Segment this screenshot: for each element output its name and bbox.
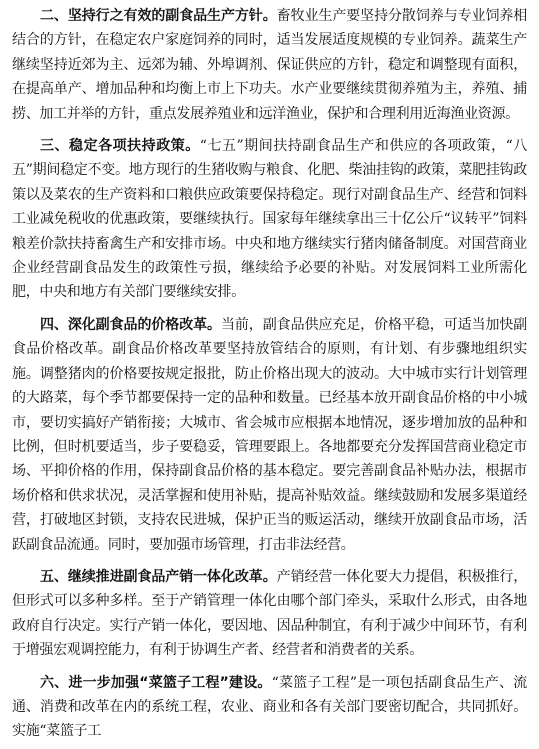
section-heading: 五、继续推进副食品产销一体化改革。 xyxy=(40,568,277,585)
section-heading: 三、稳定各项扶持政策。 xyxy=(40,138,200,155)
section-heading: 六、进一步加强“菜篮子工程”建设。 xyxy=(40,674,272,691)
section-heading: 四、深化副食品的价格改革。 xyxy=(40,316,221,333)
section-body: 当前，副食品供应充足，价格平稳，可适当加快副食品价格改革。副食品价格改革要坚持放管结合的原则，有计划、有步骤地组织实施。调整猪肉的价格要按规定报批，防止价格出现大的波动。大中城市实行计划管理的大路菜，每个季节都要保持一定的品种和数量。已经基本放开副食品价格的中小城市，要切实搞好产销衔接；大城市、省会城市应根据本地情况，逐步增加放的品种和比例，但时机要适当，步子要稳妥，管理要跟上。各地都要充分发挥国营商业稳定市场、平抑价格的作用，保持副食品价格的基本稳定。要完善副食品补贴办法，根据市场价格和供求状况，灵活掌握和使用补贴，提高补贴效益。继续鼓励和发展多渠道经营，打破地区封锁，支持农民进城，保护正当的贩运活动，继续开放副食品市场，活跃副食品流通。同时，要加强市场管理，打击非法经营。 xyxy=(12,316,527,553)
section-heading: 二、坚持行之有效的副食品生产方针。 xyxy=(40,8,277,24)
section-body: “菜篮子工程”是一项包括副食品生产、流通、消费和改革在内的系统工程，农业、商业和各有关部门要密切配合，共同抓好。实施“菜篮子工 xyxy=(12,674,527,740)
section-body: 畜牧业生产要坚持分散饲养与专业饲养相结合的方针，在稳定农户家庭饲养的同时，适当发展适度规模的专业饲养。蔬菜生产继续坚持近郊为主、远郊为辅、外埠调剂、保证供应的方针，稳定和调整现有面积，在提高单产、增加品种和均衡上市上下功夫。水产业要继续贯彻养殖为主，养殖、捕捞、加工并举的方针，重点发展养殖业和远洋渔业，保护和合理利用近海渔业资源。 xyxy=(12,8,527,122)
paragraph-section-3 xyxy=(12,134,527,305)
paragraph-section-4 xyxy=(12,313,527,557)
paragraph-section-5 xyxy=(12,565,527,663)
section-body: 产销经营一体化要大力提倡，积极推行，但形式可以多种多样。至于产销管理一体化由哪个部门牵头，采取什么形式，由各地政府自行决定。实行产销一体化，要因地、因品种制宜，有利于减少中间环节，有利于增强宏观调控能力，有利于协调生产者、经营者和消费者的关系。 xyxy=(12,568,527,659)
paragraph-section-6 xyxy=(12,671,527,744)
paragraph-section-2 xyxy=(12,4,527,126)
section-body: “七五”期间扶持副食品生产和供应的各项政策，“八五”期间稳定不变。地方现行的生猪收购与粮食、化肥、柴油挂钩的政策，菜肥挂钩政策以及菜农的生产资料和口粮供应政策要保持稳定。现行对副食品生产、经营和饲料工业减免税收的优惠政策，要继续执行。国家每年继续拿出三十亿公斤“议转平”饲料粮差价款扶持畜禽生产和安排市场。中央和地方继续实行猪肉储备制度。对国营商业企业经营副食品发生的政策性亏损，继续给予必要的补贴。对发展饲料工业所需化肥，中央和地方有关部门要继续安排。 xyxy=(12,138,527,301)
